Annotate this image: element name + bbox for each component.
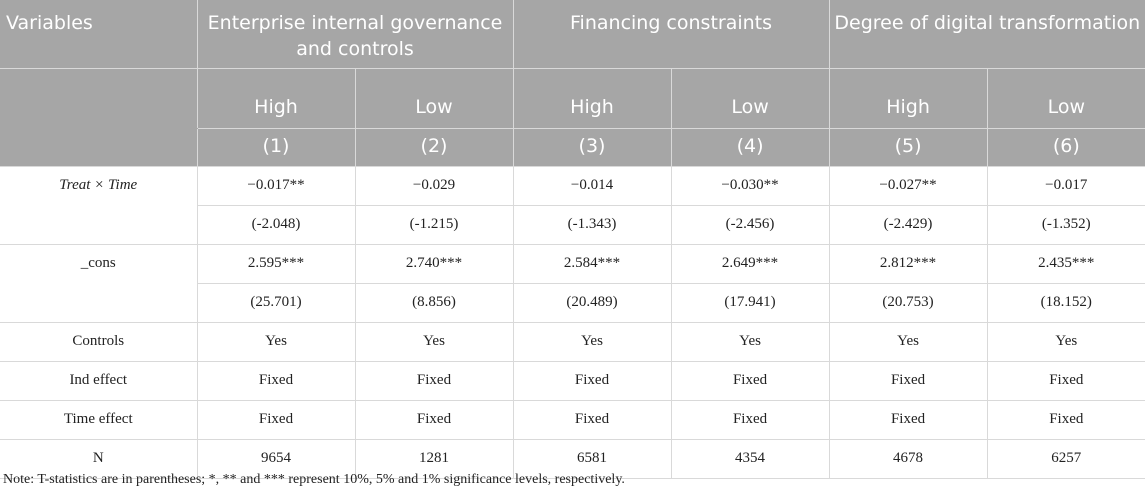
row-label-cons: _cons [0, 244, 197, 322]
row-label-ind-effect: Ind effect [0, 361, 197, 400]
group-header-governance: Enterprise internal governance and controls [197, 0, 513, 68]
tstat-cell: (25.701) [197, 283, 355, 322]
subgroup-header: High [197, 68, 355, 128]
coef-cell: −0.014 [513, 166, 671, 205]
group-header-digital: Degree of digital transformation [829, 0, 1145, 68]
coef-cell: 2.740*** [355, 244, 513, 283]
tstat-cell: (-1.215) [355, 205, 513, 244]
column-number: (3) [513, 128, 671, 166]
row-label-controls: Controls [0, 322, 197, 361]
subgroup-header: High [829, 68, 987, 128]
row-label-time-effect: Time effect [0, 400, 197, 439]
tstat-cell: (-1.343) [513, 205, 671, 244]
column-number: (1) [197, 128, 355, 166]
row-label-treat-time: Treat × Time [0, 166, 197, 244]
tstat-cell: (-2.429) [829, 205, 987, 244]
header-row-numbers [0, 128, 1145, 166]
value-cell: 1281 [355, 439, 513, 478]
blank-header-cell [0, 68, 197, 128]
blank-header-cell [0, 128, 197, 166]
coef-cell: −0.017 [987, 166, 1145, 205]
tstat-cell: (8.856) [355, 283, 513, 322]
coef-cell: −0.029 [355, 166, 513, 205]
group-header-financing: Financing constraints [513, 0, 829, 68]
table-row-ind-effect [0, 361, 1145, 400]
table-row-controls [0, 322, 1145, 361]
coef-cell: 2.649*** [671, 244, 829, 283]
value-cell: Fixed [829, 400, 987, 439]
value-cell: Fixed [987, 400, 1145, 439]
value-cell: 4678 [829, 439, 987, 478]
tstat-cell: (17.941) [671, 283, 829, 322]
coef-cell: 2.595*** [197, 244, 355, 283]
value-cell: Fixed [829, 361, 987, 400]
column-number: (6) [987, 128, 1145, 166]
row-label-n: N [0, 439, 197, 478]
column-number: (4) [671, 128, 829, 166]
value-cell: 6581 [513, 439, 671, 478]
tstat-cell: (-2.456) [671, 205, 829, 244]
tstat-cell: (-1.352) [987, 205, 1145, 244]
value-cell: Fixed [513, 400, 671, 439]
value-cell: Fixed [671, 400, 829, 439]
value-cell: Fixed [355, 361, 513, 400]
table-row-cons-coef [0, 244, 1145, 283]
coef-cell: −0.027** [829, 166, 987, 205]
tstat-cell: (20.753) [829, 283, 987, 322]
value-cell: Yes [987, 322, 1145, 361]
value-cell: Fixed [671, 361, 829, 400]
coef-cell: 2.435*** [987, 244, 1145, 283]
tstat-cell: (20.489) [513, 283, 671, 322]
coef-cell: 2.812*** [829, 244, 987, 283]
value-cell: Fixed [987, 361, 1145, 400]
column-number: (2) [355, 128, 513, 166]
value-cell: Yes [197, 322, 355, 361]
value-cell: 9654 [197, 439, 355, 478]
coef-cell: 2.584*** [513, 244, 671, 283]
value-cell: Yes [671, 322, 829, 361]
value-cell: 6257 [987, 439, 1145, 478]
value-cell: Fixed [197, 400, 355, 439]
subgroup-header: Low [355, 68, 513, 128]
header-row-subgroups [0, 68, 1145, 128]
value-cell: Fixed [197, 361, 355, 400]
value-cell: Fixed [355, 400, 513, 439]
table-row-treat-coef [0, 166, 1145, 205]
table-note: Note: T-statistics are in parentheses; *, ** and *** represent 10%, 5% and 1% significance levels, respectively. [3, 472, 625, 487]
coef-cell: −0.017** [197, 166, 355, 205]
value-cell: 4354 [671, 439, 829, 478]
table-row-time-effect [0, 400, 1145, 439]
tstat-cell: (18.152) [987, 283, 1145, 322]
value-cell: Yes [829, 322, 987, 361]
value-cell: Fixed [513, 361, 671, 400]
subgroup-header: Low [987, 68, 1145, 128]
variables-header: Variables [0, 0, 197, 68]
tstat-cell: (-2.048) [197, 205, 355, 244]
column-number: (5) [829, 128, 987, 166]
value-cell: Yes [355, 322, 513, 361]
coef-cell: −0.030** [671, 166, 829, 205]
value-cell: Yes [513, 322, 671, 361]
subgroup-header: High [513, 68, 671, 128]
subgroup-header: Low [671, 68, 829, 128]
header-row-groups [0, 0, 1145, 68]
